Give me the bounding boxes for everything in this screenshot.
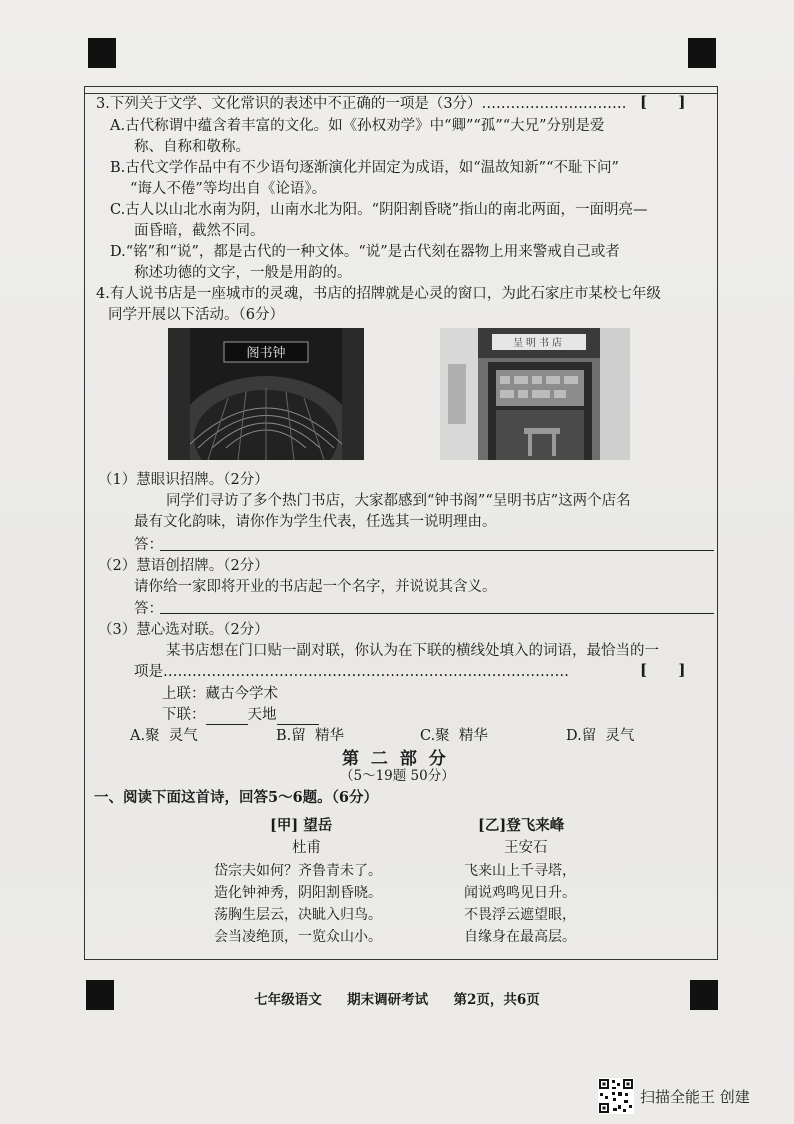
poem-b-title: [乙]登飞来峰 — [478, 817, 565, 834]
poem-b-line-4: 自缘身在最高层。 — [464, 929, 576, 945]
q4-option-a: A.聚 灵气 — [130, 728, 198, 744]
q3-option-d: D.“铭”和“说”，都是古代的一种文体。“说”是古代刻在器物上用来警戒自己或者 — [110, 244, 620, 260]
bookstore-photo-zhongshuge — [168, 328, 364, 460]
poem-a-author: 杜甫 — [292, 840, 321, 856]
q3-option-a: A.古代称谓中蕴含着丰富的文化。如《孙权劝学》中“卿”“孤”“大兄”分别是爱 — [110, 118, 605, 134]
qr-code-icon — [598, 1078, 634, 1114]
q4-part2-answer-label: 答： — [134, 601, 163, 617]
scanner-watermark: 扫描全能王 创建 — [640, 1088, 750, 1106]
q3-stem: 3.下列关于文学、文化常识的表述中不正确的一项是（3分）………………………… — [96, 96, 627, 112]
poem-a-line-4: 会当凌绝顶，一览众山小。 — [214, 929, 382, 945]
couplet-blank-2[interactable] — [277, 708, 319, 725]
poem-a-line-1: 岱宗夫如何？齐鲁青未了。 — [214, 863, 382, 879]
section1-instruction: 一、阅读下面这首诗，回答5～6题。（6分） — [94, 789, 379, 806]
page-footer: 七年级语文 期末调研考试 第2页，共6页 — [254, 992, 540, 1008]
poem-b-line-2: 闻说鸡鸣见日升。 — [464, 885, 576, 901]
poem-a-line-2: 造化钟神秀，阴阳割昏晓。 — [214, 885, 382, 901]
q3-option-a-cont: 称、自称和敬称。 — [134, 139, 250, 155]
q4-part1-title: （1）慧眼识招牌。（2分） — [98, 472, 269, 488]
q4-part3-text: 某书店想在门口贴一副对联，你认为在下联的横线处填入的词语，最恰当的一 — [166, 643, 659, 659]
q3-option-c: C.古人以山北水南为阴，山南水北为阳。“阴阳割昏晓”指山的南北两面，一面明亮— — [110, 202, 648, 218]
q3-option-d-cont: 称述功德的文字，一般是用韵的。 — [134, 265, 352, 281]
couplet-lower-label: 下联： — [162, 707, 206, 723]
q4-option-b: B.留 精华 — [276, 728, 344, 744]
part2-title: 第 二 部 分 — [342, 749, 449, 769]
couplet-lower-mid: 天地 — [247, 707, 277, 723]
q4-part2-answer-line[interactable] — [160, 613, 714, 614]
photo1-sign-text: 阁书钟 — [246, 346, 286, 361]
bookstore-photo-chengming — [440, 328, 630, 460]
q3-option-b: B.古代文学作品中有不少语句逐渐演化并固定为成语，如“温故知新”“不耻下问” — [110, 160, 619, 176]
corner-mark-top-left — [88, 38, 116, 68]
q4-part3-title: （3）慧心选对联。（2分） — [98, 622, 269, 638]
q4-part1-answer-line[interactable] — [160, 550, 714, 551]
q4-stem-cont: 同学开展以下活动。（6分） — [108, 307, 284, 323]
q4-part2-title: （2）慧语创招牌。（2分） — [98, 558, 269, 574]
photo2-sign-text: 呈明书店 — [513, 338, 565, 349]
q4-part1-text: 同学们寻访了多个热门书店，大家都感到“钟书阁”“呈明书店”这两个店名 — [166, 493, 631, 509]
q4-part3-answer-bracket[interactable]: [ ] — [640, 661, 686, 679]
couplet-blank-1[interactable] — [206, 708, 248, 725]
q3-answer-bracket[interactable]: [ ] — [640, 93, 686, 111]
q4-stem: 4.有人说书店是一座城市的灵魂，书店的招牌就是心灵的窗口，为此石家庄市某校七年级 — [96, 286, 661, 302]
q4-part1-text-cont: 最有文化韵味，请你作为学生代表，任选其一说明理由。 — [134, 514, 497, 530]
q4-part3-text-cont: 项是………………………………………………………………………… — [134, 664, 569, 680]
q3-option-b-cont: “诲人不倦”等均出自《论语》。 — [130, 181, 327, 197]
poem-b-author: 王安石 — [504, 840, 548, 856]
poem-b-line-3: 不畏浮云遮望眼， — [464, 907, 576, 923]
couplet-lower — [162, 705, 319, 725]
q4-part2-text: 请你给一家即将开业的书店起一个名字，并说说其含义。 — [134, 579, 497, 595]
q4-option-c: C.聚 精华 — [420, 728, 488, 744]
q4-part1-answer-label: 答： — [134, 537, 163, 553]
poem-b-line-1: 飞来山上千寻塔， — [464, 863, 576, 879]
q3-option-c-cont: 面昏暗，截然不同。 — [134, 223, 265, 239]
part2-subtitle: （5～19题 50分） — [340, 768, 455, 784]
q4-option-d: D.留 灵气 — [566, 728, 635, 744]
corner-mark-top-right — [688, 38, 716, 68]
poem-a-line-3: 荡胸生层云，决眦入归鸟。 — [214, 907, 382, 923]
couplet-upper: 上联：藏古今学术 — [162, 686, 278, 702]
poem-a-title: [甲] 望岳 — [270, 817, 333, 834]
